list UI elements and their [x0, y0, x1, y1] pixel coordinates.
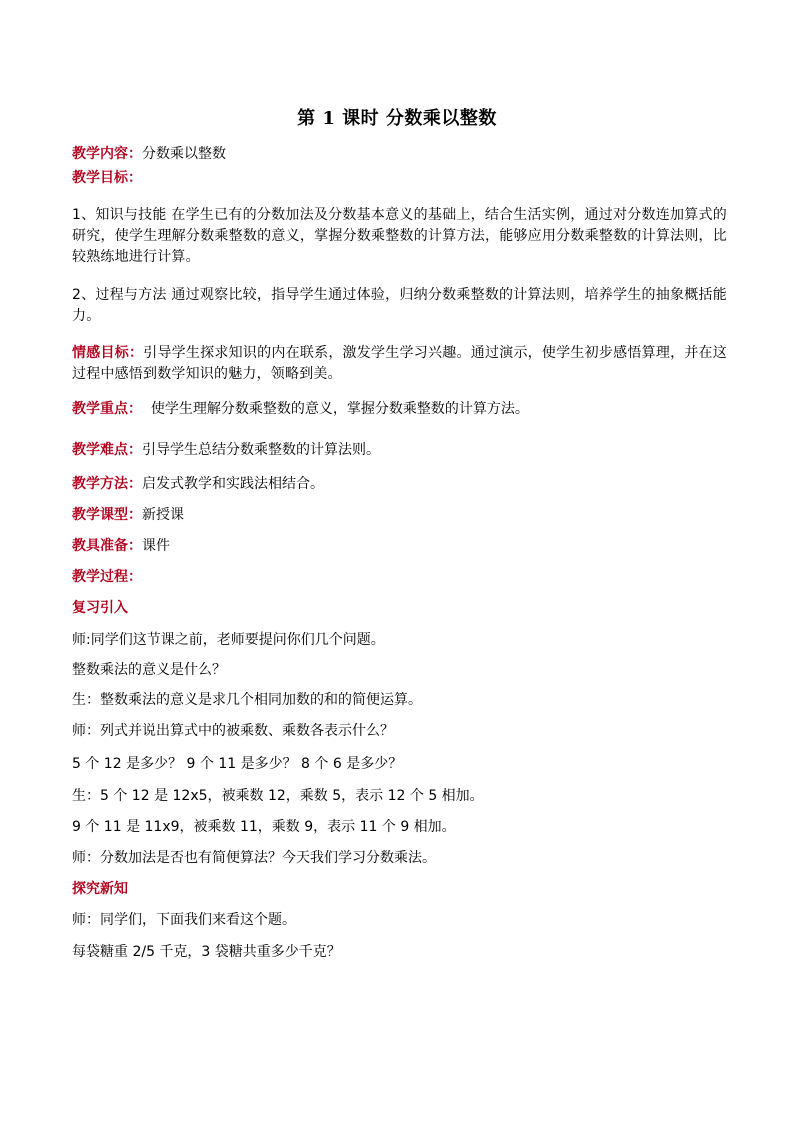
- review-line: 师：列式并说出算式中的被乘数、乘数各表示什么？: [72, 723, 394, 739]
- goal-knowledge-skills: 1、知识与技能 在学生已有的分数加法及分数基本意义的基础上，结合生活实例，通过对分数连加算式的研究，使学生理解分数乘整数的意义，掌握分数乘整数的计算方法，能够应用分数乘整数的计算法则，比较熟练地进行计算。: [72, 207, 727, 265]
- teaching-goals-heading: [72, 168, 727, 188]
- review-line: 生：5 个 12 是 12x5，被乘数 12，乘数 5，表示 12 个 5 相加。: [72, 788, 484, 804]
- teaching-content-value: 分数乘以整数: [142, 146, 226, 162]
- explore-line: 每袋糖重 2/5 千克，3 袋糖共重多少千克？: [72, 944, 341, 960]
- emotion-goal-value: 引导学生探求知识的内在联系，激发学生学习兴趣。通过演示，使学生初步感悟算理，并在这过程中感悟到数学知识的魅力，领略到美。: [72, 345, 727, 382]
- review-line: 师：分数加法是否也有简便算法？今天我们学习分数乘法。: [72, 850, 436, 866]
- key-point-value: 使学生理解分数乘整数的意义，掌握分数乘整数的计算方法。: [142, 401, 529, 417]
- explore-heading: 探究新知: [72, 881, 128, 897]
- key-point-line: [72, 399, 727, 419]
- teaching-content-line: [72, 144, 727, 164]
- teaching-goals-label: 教学目标：: [72, 170, 142, 186]
- method-value: 启发式教学和实践法相结合。: [142, 476, 324, 492]
- difficulty-line: [72, 440, 727, 460]
- key-point-label: 教学重点：: [72, 401, 142, 417]
- emotion-goal-paragraph: [72, 343, 727, 385]
- goal-process-method: 2、过程与方法 通过观察比较，指导学生通过体验，归纳分数乘整数的计算法则，培养学生的抽象概括能力。: [72, 287, 727, 324]
- lesson-type-value: 新授课: [142, 507, 184, 523]
- lesson-type-line: [72, 505, 727, 525]
- review-line: 生：整数乘法的意义是求几个相同加数的和的简便运算。: [72, 692, 422, 708]
- lesson-type-label: 教学课型：: [72, 507, 142, 523]
- tools-label: 教具准备：: [72, 538, 142, 554]
- explore-line: 师：同学们，下面我们来看这个题。: [72, 912, 296, 928]
- review-line: 5 个 12 是多少？ 9 个 11 是多少？ 8 个 6 是多少？: [72, 756, 403, 772]
- process-heading: [72, 567, 727, 587]
- review-line: 9 个 11 是 11x9，被乘数 11，乘数 9，表示 11 个 9 相加。: [72, 819, 456, 835]
- review-line: 整数乘法的意义是什么？: [72, 662, 226, 678]
- method-line: [72, 474, 727, 494]
- tools-line: [72, 536, 727, 556]
- emotion-goal-label: 情感目标：: [72, 345, 144, 361]
- difficulty-value: 引导学生总结分数乘整数的计算法则。: [142, 442, 380, 458]
- tools-value: 课件: [142, 538, 170, 554]
- review-heading: 复习引入: [72, 600, 128, 616]
- process-label: 教学过程：: [72, 569, 142, 585]
- review-line: 师:同学们这节课之前，老师要提问你们几个问题。: [72, 632, 385, 648]
- difficulty-label: 教学难点：: [72, 442, 142, 458]
- teaching-content-label: 教学内容：: [72, 146, 142, 162]
- page-title: 第 1 课时 分数乘以整数: [297, 108, 497, 129]
- method-label: 教学方法：: [72, 476, 142, 492]
